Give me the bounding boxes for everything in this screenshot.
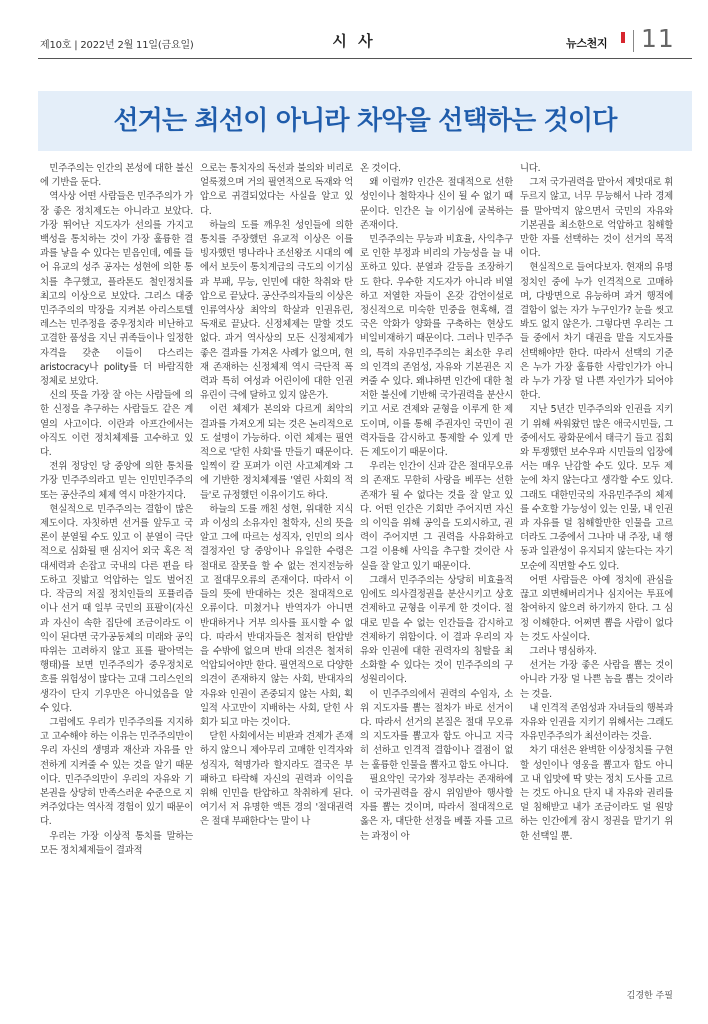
- paragraph: 온 것이다.: [360, 163, 401, 174]
- paragraph: 그래서 민주주의는 상당히 비효율적임에도 의사결정권을 분산시키고 상호 견제하고 균형을 이루게 한 것이다. 절대로 믿을 수 없는 인간들을 감시하고 견제하기 위함이다. 이 결과 우리의 자유와 인권에 대한 권력자의 침탈을 최소화할 수 있다는 것이 민주주의의 구성원리이다.: [360, 574, 513, 686]
- paragraph: 지난 5년간 민주주의와 인권을 지키기 위해 싸워왔던 많은 애국시민들, 그 중에서도 광화문에서 태극기 들고 집회와 투쟁했던 보수우파 시민들의 입장에서는 매우 난감할 수도 있다. 모두 제 눈에 차지 않는다고 생각할 수도 있다. 그래도 대한민국의 자유민주주의 체제를 수호할 가능성이 있는 인물, 내 인권과 자유를 덜 침해할만한 인물을 고르더라도 그중에서 그나마 내 주장, 내 행동과 일관성이 유지되지 않는다는 자기 모순에 직면할 수도 있다.: [520, 404, 673, 572]
- column-2: [200, 162, 353, 1008]
- paragraph: 우리는 가장 이상적 통치를 말하는 모든 정치체제들이 결과적: [40, 830, 193, 856]
- paragraph: 그럼에도 우리가 민주주의를 지지하고 고수해야 하는 이유는 민주주의만이 우리 자신의 생명과 재산과 자유를 안전하게 지켜줄 수 있는 것을 알기 때문이다. 민주주의만이 우리의 자유와 기본권을 상당히 만족스러운 수준으로 지켜주었다는 역사적 경험이 있기 때문이다.: [40, 716, 193, 828]
- paragraph: 니다.: [520, 163, 541, 174]
- logo-mark-icon: [621, 32, 625, 43]
- masthead-logo: 뉴스천지: [566, 37, 608, 50]
- paragraph: 내 인격적 존엄성과 자녀들의 행복과 자유와 인권을 지키기 위해서는 그래도 자유민주주의가 최선이라는 것을.: [520, 702, 673, 743]
- paragraph: 민주주의는 무능과 비효율, 사익추구로 인한 부정과 비리의 가능성을 늘 내포하고 있다. 분열과 갈등을 조장하기도 한다. 우수한 지도자가 아니라 비열하고 저열한 자들이 온갖 감언이설로 정신적으로 미숙한 민중을 현혹해, 결국은 악화가 양화를 구축하는 현상도 비일비재하기 때문이다. 그러나 민주주의, 특히 자유민주주의는 최소한 우리의 인격의 존엄성, 자유와 기본권은 지켜줄 수 있다. 왜냐하면 인간에 대한 철저한 불신에 기반해 국가권력을 분산시키고 서로 견제와 균형을 이루게 한 제도이며, 이를 통해 주권자인 국민이 권력자들을 감시하고 통제할 수 있게 만든 제도이기 때문이다.: [360, 234, 513, 459]
- paragraph: 이런 체제가 본의와 다르게 최악의 결과를 가져오게 되는 것은 논리적으로도 설명이 가능하다. 이런 체제는 필연적으로 '닫힌 사회'를 만들기 때문이다. 일찍이 칼 포퍼가 이런 사고체계와 그에 기반한 정치체제를 '열린 사회의 적들'로 규정했던 이유이기도 하다.: [200, 404, 353, 501]
- header-rule: [38, 58, 692, 59]
- paragraph: 하늘의 도를 깨우친 성인들에 의한 통치를 주장했던 유교적 이상은 이를 빙자했던 명나라나 조선왕조 시대의 예에서 보듯이 통치계급의 극도의 이기심과 부패, 무능, 인민에 대한 착취와 탄압으로 끝났다. 공산주의자들의 이상은 인류역사상 최악의 학살과 인권유린, 독재로 끝났다. 신정체제는 말할 것도 없다. 과거 역사상의 모든 신정체제가 좋은 결과를 가져온 사례가 없으며, 현재 존재하는 신정체제 역시 극단적 폭력과 특히 여성과 어린이에 대한 인권유린이 극에 달하고 있지 않은가.: [200, 219, 353, 402]
- paragraph: 닫힌 사회에서는 비판과 견제가 존재하지 않으니 제아무리 고매한 인격자와 성직자, 혁명가라 할지라도 결국은 부패하고 타락해 자신의 권력과 이익을 위해 인민을 탄압하고 착취하게 된다. 여기서 저 유명한 액튼 경의 '절대권력은 절대 부패한다'는 말이 나: [200, 731, 353, 828]
- paragraph: 현실적으로 민주주의는 결함이 많은 제도이다. 자칫하면 선거를 앞두고 국론이 분열될 수도 있고 이 분열이 극단적으로 심화될 땐 심지어 외국 혹은 적대세력과 손잡고 국내의 다른 편을 타도하고 짓밟고 억압하는 일도 벌어진다. 작금의 저질 정치인들의 포퓰리즘이나 선거 때 일부 국민의 표팔이(자신과 자신이 속한 집단에 조금이라도 이익이 된다면 국가공동체의 미래와 공익 따위는 고려하지 않고 표를 팔아먹는 행태)를 보면 민주주의가 중우정치로 흐를 위험성이 많다는 고대 그리스인의 생각이 단지 기우만은 아니었음을 알 수 있다.: [40, 503, 193, 714]
- paragraph: 현실적으로 들여다보자. 현재의 유명 정치인 중에 누가 인격적으로 고매하며, 다방면으로 유능하며 과거 행적에 결함이 없는 자가 누구인가? 눈을 씻고 봐도 없지 않은가. 그렇다면 우리는 그들 중에서 차기 대권을 맡을 지도자를 선택해야만 한다. 따라서 선택의 기준은 누가 가장 훌륭한 사람인가가 아니라 누가 가장 덜 나쁜 자인가가 되어야 한다.: [520, 262, 673, 402]
- column-3: [360, 162, 513, 1008]
- column-4: [520, 162, 673, 982]
- paragraph: 역사상 어떤 사람들은 민주주의가 가장 좋은 정치제도는 아니라고 보았다. 가장 뛰어난 지도자가 선의를 가지고 백성을 통치하는 것이 가장 훌륭한 결과를 낳을 수 있다는 믿음인데, 예를 들어 유교의 성주 공자는 성현에 의한 통치를 추구했고, 플라톤도 철인정치를 최고의 이상으로 보았다. 그리스 대중민주주의의 막장을 지켜본 아리스토텔레스는 민주정을 중우정치라 비난하고 고결한 품성을 지닌 귀족들이나 일정한 자격을 갖춘 이들이 다스리는 aristocracy나 polity를 더 바람직한 정체로 보았다.: [40, 191, 193, 388]
- paragraph: 그러나 명심하자.: [529, 645, 597, 657]
- paragraph: 그저 국가권력을 맡아서 제멋대로 휘두르지 않고, 너무 무능해서 나라 경제를 말아먹지 않으면서 국민의 자유와 기본권을 최소한으로 억압하고 침해할만한 자를 선택하는 것이 선거의 목적이다.: [520, 177, 673, 260]
- paragraph: 우리는 인간이 신과 같은 절대무오류의 존재도 무한히 사랑을 베푸는 선한 존재가 될 수 없다는 것을 잘 알고 있다. 어떤 인간은 기회만 주어지면 자신의 이익을 위해 공익을 도외시하고, 권력이 주어지면 그 권력을 사유화하고 그걸 이용해 사익을 추구할 것이란 사실을 잘 알고 있기 때문이다.: [360, 461, 513, 572]
- headline-banner: [38, 91, 692, 151]
- page-divider: [633, 30, 634, 52]
- paragraph: 필요악인 국가와 정부라는 존재하에 이 국가권력을 잠시 위임받아 행사할 자를 뽑는 것이며, 따라서 절대적으로 옳은 자, 대단한 선정을 베풀 자를 고르는 과정이 아: [360, 773, 513, 842]
- section-title: 시 사: [332, 32, 376, 50]
- paragraph: 어떤 사람들은 아예 정치에 관심을 끊고 외면해버리거나 심지어는 투표에 참여하지 않으려 하기까지 한다. 그 심정 이해한다. 어쩌면 뽑을 사람이 없다는 것도 사실이다.: [520, 574, 673, 643]
- paragraph: 신의 뜻을 가장 잘 아는 사람들에 의한 신정을 추구하는 사람들도 같은 계열의 사고이다. 이란과 아프간에서는 아직도 이런 정치체제를 고수하고 있다.: [40, 390, 193, 459]
- byline: 김경한 주필: [626, 991, 673, 1001]
- paragraph: 전위 정당인 당 중앙에 의한 통치를 가장 민주주의라고 믿는 인민민주주의 또는 공산주의 체제 역시 마찬가지다.: [40, 461, 193, 501]
- paragraph: 왜 이럴까? 인간은 절대적으로 선한 성인이나 철학자나 신이 될 수 없기 때문이다. 인간은 늘 이기심에 굴복하는 존재이다.: [360, 177, 513, 231]
- paragraph: 차기 대선은 완벽한 이상정치를 구현할 성인이나 영웅을 뽑고자 함도 아니고 내 입맛에 딱 맞는 정치 도사를 고르는 것도 아니요 단지 내 자유와 권리를 덜 침해받고 내가 조금이라도 덜 원망하는 인간에게 잠시 정권을 맡기기 위한 선택일 뿐.: [520, 745, 673, 842]
- dateline: 제10호 | 2022년 2월 11일(금요일): [40, 40, 194, 51]
- page-number: 11: [641, 24, 675, 53]
- paragraph: 선거는 가장 좋은 사람을 뽑는 것이 아니라 가장 덜 나쁜 놈을 뽑는 것이라는 것을.: [520, 660, 673, 700]
- paragraph: 하늘의 도를 깨친 성현, 위대한 지식과 이성의 소유자인 철학자, 신의 뜻을 알고 그에 따르는 성직자, 인민의 의사 결정자인 당 중앙이나 유일한 수령은 절대로 잘못을 할 수 없는 전지전능하고 절대무오류의 존재이다. 따라서 이들의 뜻에 반대하는 것은 절대적으로 오류이다. 미쳤거나 반역자가 아니면 반대하거나 거부 의사를 표시할 수 없다. 따라서 반대자들은 철저히 탄압받을 수밖에 없으며 반대 의견은 철저히 억압되어야만 한다. 필연적으로 다양한 의견이 존재하지 않는 사회, 반대자의 자유와 인권이 존중되지 않는 사회, 획일적 사고만이 지배하는 사회, 닫힌 사회가 되고 마는 것이다.: [200, 503, 353, 728]
- paragraph: 민주주의는 인간의 본성에 대한 불신에 기반을 둔다.: [40, 163, 193, 189]
- headline: 선거는 최선이 아니라 차악을 선택하는 것이다: [113, 106, 617, 136]
- paragraph: 이 민주주의에서 권력의 수임자, 소위 지도자를 뽑는 절차가 바로 선거이다. 따라서 선거의 본질은 절대 무오류의 지도자를 뽑고자 함도 아니고 지극히 선하고 인격적 결함이나 결점이 없는 훌륭한 인물을 뽑자고 함도 아니다.: [360, 688, 513, 771]
- paragraph: 으로는 통치자의 독선과 불의와 비리로 얼룩졌으며 거의 필연적으로 독재와 억압으로 귀결되었다는 사실을 알고 있다.: [200, 163, 353, 217]
- column-1: [40, 162, 193, 1008]
